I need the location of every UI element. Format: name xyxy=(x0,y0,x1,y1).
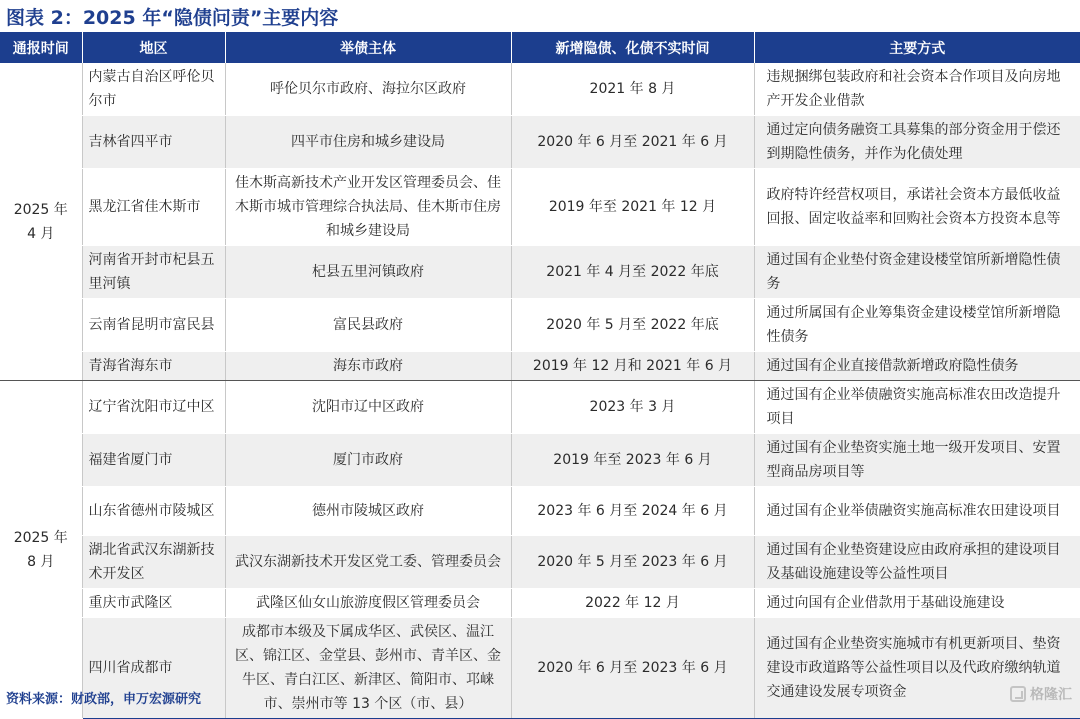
method-cell: 通过所属国有企业筹集资金建设楼堂馆所新增隐性债务 xyxy=(754,299,1080,352)
table-row xyxy=(0,299,1080,352)
table-row xyxy=(0,63,1080,116)
method-cell: 通过定向债务融资工具募集的部分资金用于偿还到期隐性债务，并作为化债处理 xyxy=(754,116,1080,169)
region-cell: 山东省德州市陵城区 xyxy=(82,487,225,536)
region-cell: 重庆市武隆区 xyxy=(82,589,225,618)
period-cell: 2023 年 3 月 xyxy=(511,381,754,434)
method-cell: 通过国有企业垫付资金建设楼堂馆所新增隐性债务 xyxy=(754,246,1080,299)
table-row xyxy=(0,246,1080,299)
method-cell: 通过国有企业举债融资实施高标准农田改造提升项目 xyxy=(754,381,1080,434)
period-cell: 2021 年 8 月 xyxy=(511,63,754,116)
method-cell: 通过向国有企业借款用于基础设施建设 xyxy=(754,589,1080,618)
region-cell: 吉林省四平市 xyxy=(82,116,225,169)
region-cell: 辽宁省沈阳市辽中区 xyxy=(82,381,225,434)
table-row xyxy=(0,536,1080,589)
subject-cell: 厦门市政府 xyxy=(225,434,511,487)
region-cell: 四川省成都市 xyxy=(82,618,225,719)
region-cell: 河南省开封市杞县五里河镇 xyxy=(82,246,225,299)
subject-cell: 杞县五里河镇政府 xyxy=(225,246,511,299)
method-cell: 通过国有企业举债融资实施高标准农田建设项目 xyxy=(754,487,1080,536)
header-period: 新增隐债、化债不实时间 xyxy=(511,32,754,63)
watermark xyxy=(1010,684,1072,704)
period-cell: 2020 年 5 月至 2023 年 6 月 xyxy=(511,536,754,589)
period-cell: 2023 年 6 月至 2024 年 6 月 xyxy=(511,487,754,536)
table-row xyxy=(0,589,1080,618)
period-cell: 2019 年至 2023 年 6 月 xyxy=(511,434,754,487)
region-cell: 黑龙江省佳木斯市 xyxy=(82,169,225,246)
table-row xyxy=(0,487,1080,536)
period-cell: 2020 年 5 月至 2022 年底 xyxy=(511,299,754,352)
table-row xyxy=(0,169,1080,246)
table-row xyxy=(0,352,1080,381)
subject-cell: 四平市住房和城乡建设局 xyxy=(225,116,511,169)
region-cell: 云南省昆明市富民县 xyxy=(82,299,225,352)
subject-cell: 成都市本级及下属成华区、武侯区、温江区、锦江区、金堂县、彭州市、青羊区、金牛区、青白江区、新津区、简阳市、邛崃市、崇州市等 13 个区（市、县） xyxy=(225,618,511,719)
group-time-cell: 2025 年 4 月 xyxy=(0,63,82,381)
period-cell: 2020 年 6 月至 2021 年 6 月 xyxy=(511,116,754,169)
method-cell: 通过国有企业直接借款新增政府隐性债务 xyxy=(754,352,1080,381)
subject-cell: 佳木斯高新技术产业开发区管理委员会、佳木斯市城市管理综合执法局、佳木斯市住房和城乡建设局 xyxy=(225,169,511,246)
subject-cell: 富民县政府 xyxy=(225,299,511,352)
method-cell: 通过国有企业垫资建设应由政府承担的建设项目及基础设施建设等公益性项目 xyxy=(754,536,1080,589)
watermark-text: 格隆汇 xyxy=(1030,687,1072,703)
region-cell: 青海省海东市 xyxy=(82,352,225,381)
header-subject: 举债主体 xyxy=(225,32,511,63)
figure-title: 图表 2：2025 年“隐债问责”主要内容 xyxy=(6,7,339,29)
watermark-logo-icon xyxy=(1010,686,1026,702)
method-cell: 违规捆绑包装政府和社会资本合作项目及向房地产开发企业借款 xyxy=(754,63,1080,116)
source-note: 资料来源：财政部，申万宏源研究 xyxy=(6,692,202,707)
subject-cell: 德州市陵城区政府 xyxy=(225,487,511,536)
period-cell: 2019 年至 2021 年 12 月 xyxy=(511,169,754,246)
table-row xyxy=(0,434,1080,487)
header-row xyxy=(0,32,1080,63)
header-time: 通报时间 xyxy=(0,32,82,63)
period-cell: 2022 年 12 月 xyxy=(511,589,754,618)
period-cell: 2019 年 12 月和 2021 年 6 月 xyxy=(511,352,754,381)
accountability-table xyxy=(0,32,1080,719)
header-method: 主要方式 xyxy=(754,32,1080,63)
subject-cell: 武隆区仙女山旅游度假区管理委员会 xyxy=(225,589,511,618)
period-cell: 2020 年 6 月至 2023 年 6 月 xyxy=(511,618,754,719)
subject-cell: 海东市政府 xyxy=(225,352,511,381)
method-cell: 通过国有企业垫资实施城市有机更新项目、垫资建设市政道路等公益性项目以及代政府缴纳轨道交通建设发展专项资金 xyxy=(754,618,1080,719)
region-cell: 内蒙古自治区呼伦贝尔市 xyxy=(82,63,225,116)
subject-cell: 沈阳市辽中区政府 xyxy=(225,381,511,434)
subject-cell: 呼伦贝尔市政府、海拉尔区政府 xyxy=(225,63,511,116)
group-time-cell: 2025 年 8 月 xyxy=(0,381,82,719)
region-cell: 福建省厦门市 xyxy=(82,434,225,487)
table-row xyxy=(0,116,1080,169)
region-cell: 湖北省武汉东湖新技术开发区 xyxy=(82,536,225,589)
period-cell: 2021 年 4 月至 2022 年底 xyxy=(511,246,754,299)
method-cell: 政府特许经营权项目，承诺社会资本方最低收益回报、固定收益率和回购社会资本方投资本息等 xyxy=(754,169,1080,246)
subject-cell: 武汉东湖新技术开发区党工委、管理委员会 xyxy=(225,536,511,589)
table-row xyxy=(0,381,1080,434)
header-region: 地区 xyxy=(82,32,225,63)
method-cell: 通过国有企业垫资实施土地一级开发项目、安置型商品房项目等 xyxy=(754,434,1080,487)
